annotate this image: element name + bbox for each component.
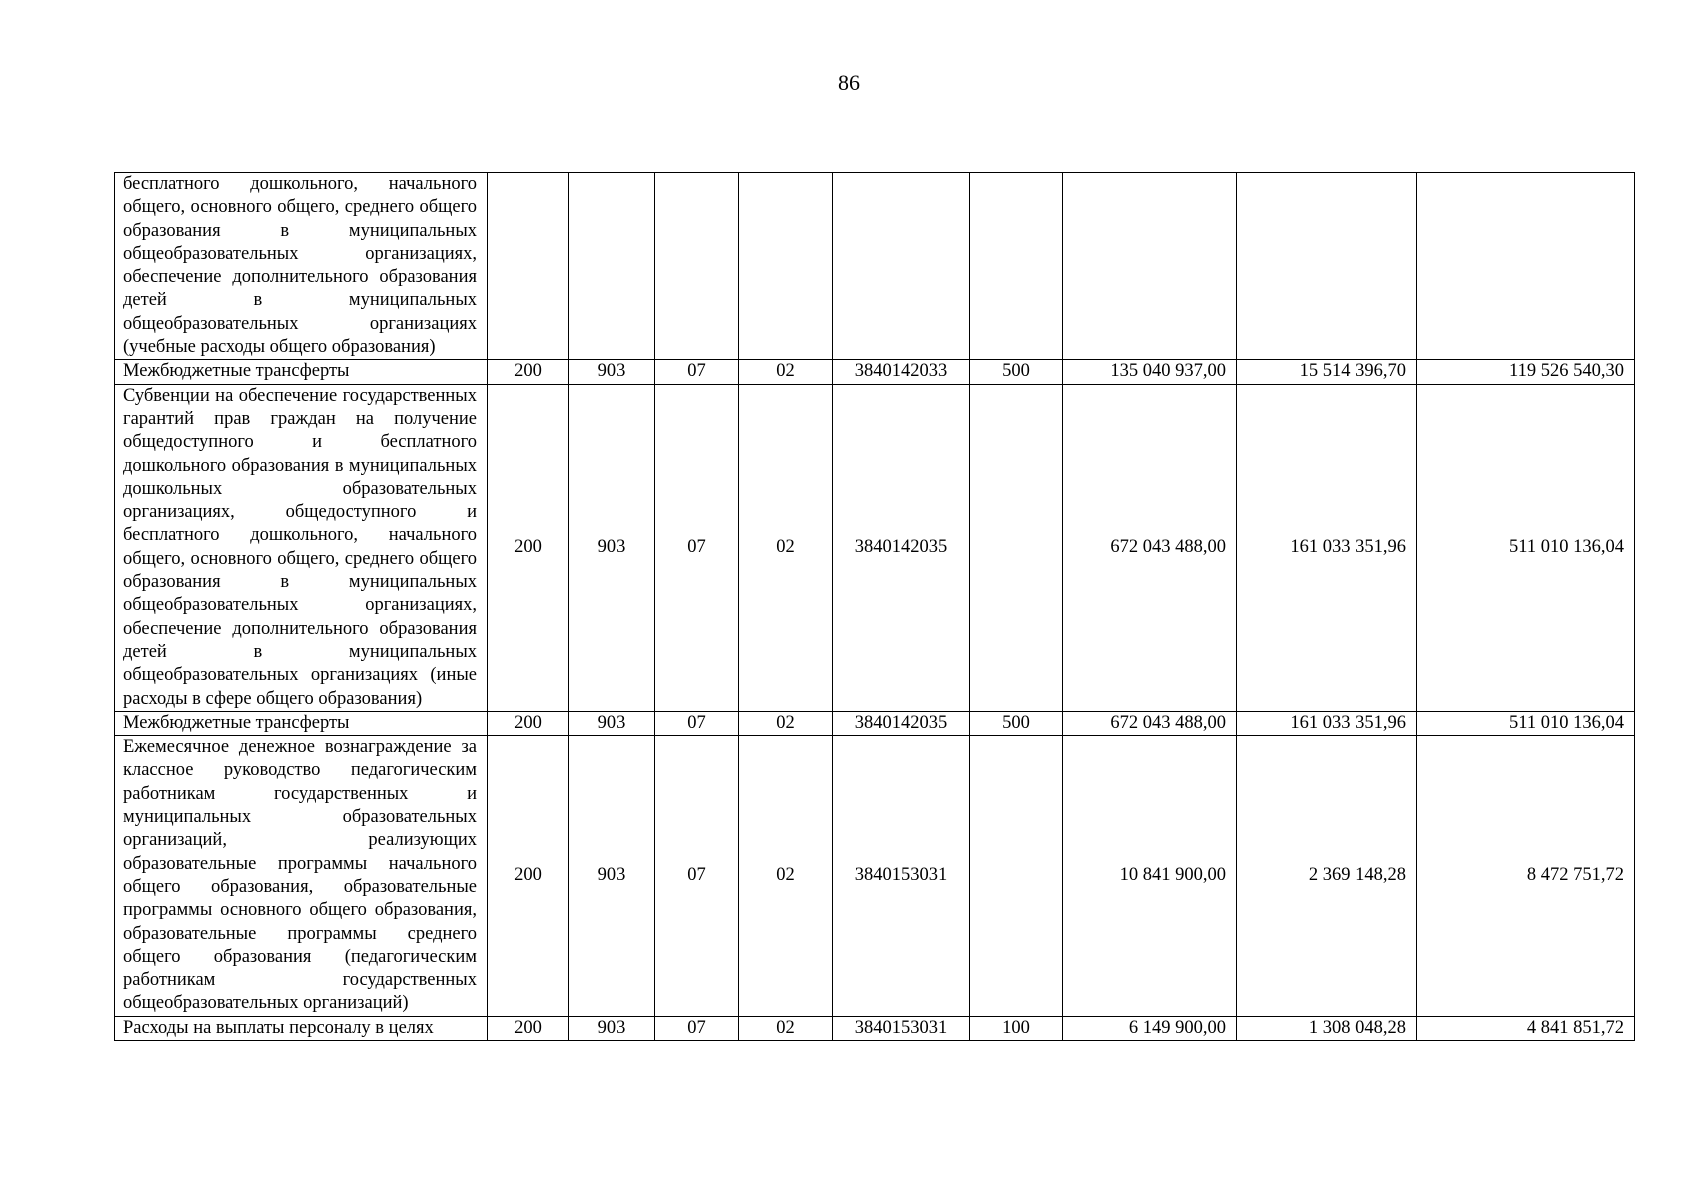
cell-amount-2 [1237,173,1417,360]
cell-subsection: 02 [739,1016,833,1040]
cell-target-code: 3840142035 [833,711,970,735]
cell-amount-1: 672 043 488,00 [1063,384,1237,711]
cell-target-code: 3840142033 [833,360,970,384]
cell-target-code: 3840142035 [833,384,970,711]
cell-description: бесплатного дошкольного, начального общего, основного общего, среднего общего образования в муниципальных общеобразовательных организациях, обеспечение дополнительного образования детей в муниципальных общеобразовательных организациях (учебные расходы общего образования) [115,173,488,360]
cell-expense-type [970,736,1063,1017]
cell-amount-3 [1417,173,1635,360]
table-row [115,711,1635,735]
table-row [115,360,1635,384]
cell-target-code: 3840153031 [833,1016,970,1040]
cell-code-1: 200 [488,711,569,735]
cell-code-1: 200 [488,360,569,384]
cell-section: 07 [655,360,739,384]
cell-code-1: 200 [488,736,569,1017]
cell-expense-type [970,173,1063,360]
table-row [115,1016,1635,1040]
cell-description: Субвенции на обеспечение государственных гарантий прав граждан на получение общедоступного и бесплатного дошкольного образования в муниципальных дошкольных образовательных организациях, общедоступного и бесплатного дошкольного, начального общего, основного общего, среднего общего образования в муниципальных общеобразовательных организациях, обеспечение дополнительного образования детей в муниципальных общеобразовательных организациях (иные расходы в сфере общего образования) [115,384,488,711]
cell-target-code [833,173,970,360]
cell-section [655,173,739,360]
cell-subsection: 02 [739,384,833,711]
cell-amount-3: 511 010 136,04 [1417,384,1635,711]
cell-subsection: 02 [739,711,833,735]
cell-subsection: 02 [739,736,833,1017]
cell-code-2: 903 [569,384,655,711]
cell-description: Расходы на выплаты персоналу в целях [115,1016,488,1040]
table-row [115,384,1635,711]
cell-amount-3: 119 526 540,30 [1417,360,1635,384]
cell-amount-2: 1 308 048,28 [1237,1016,1417,1040]
cell-expense-type [970,384,1063,711]
cell-code-2 [569,173,655,360]
cell-amount-1: 135 040 937,00 [1063,360,1237,384]
budget-table [114,172,1635,1041]
cell-subsection [739,173,833,360]
cell-code-2: 903 [569,360,655,384]
cell-description: Ежемесячное денежное вознаграждение за классное руководство педагогическим работникам государственных и муниципальных образовательных организаций, реализующих образовательные программы начального общего образования, образовательные программы основного общего образования, образовательные программы среднего общего образования (педагогическим работникам государственных общеобразовательных организаций) [115,736,488,1017]
cell-code-1: 200 [488,384,569,711]
cell-expense-type: 500 [970,360,1063,384]
cell-code-1: 200 [488,1016,569,1040]
cell-expense-type: 500 [970,711,1063,735]
cell-amount-3: 4 841 851,72 [1417,1016,1635,1040]
page-number: 86 [838,70,860,95]
cell-description: Межбюджетные трансферты [115,711,488,735]
cell-amount-1: 10 841 900,00 [1063,736,1237,1017]
cell-amount-2: 15 514 396,70 [1237,360,1417,384]
cell-section: 07 [655,384,739,711]
cell-amount-1 [1063,173,1237,360]
cell-amount-2: 161 033 351,96 [1237,711,1417,735]
cell-amount-1: 672 043 488,00 [1063,711,1237,735]
cell-section: 07 [655,1016,739,1040]
cell-expense-type: 100 [970,1016,1063,1040]
cell-description: Межбюджетные трансферты [115,360,488,384]
cell-amount-2: 161 033 351,96 [1237,384,1417,711]
cell-target-code: 3840153031 [833,736,970,1017]
cell-amount-3: 511 010 136,04 [1417,711,1635,735]
cell-amount-3: 8 472 751,72 [1417,736,1635,1017]
cell-code-2: 903 [569,736,655,1017]
cell-amount-1: 6 149 900,00 [1063,1016,1237,1040]
table-row [115,173,1635,360]
cell-section: 07 [655,736,739,1017]
table-row [115,736,1635,1017]
budget-table-body [115,173,1635,1041]
cell-code-2: 903 [569,711,655,735]
cell-code-2: 903 [569,1016,655,1040]
cell-section: 07 [655,711,739,735]
cell-subsection: 02 [739,360,833,384]
cell-code-1 [488,173,569,360]
cell-amount-2: 2 369 148,28 [1237,736,1417,1017]
